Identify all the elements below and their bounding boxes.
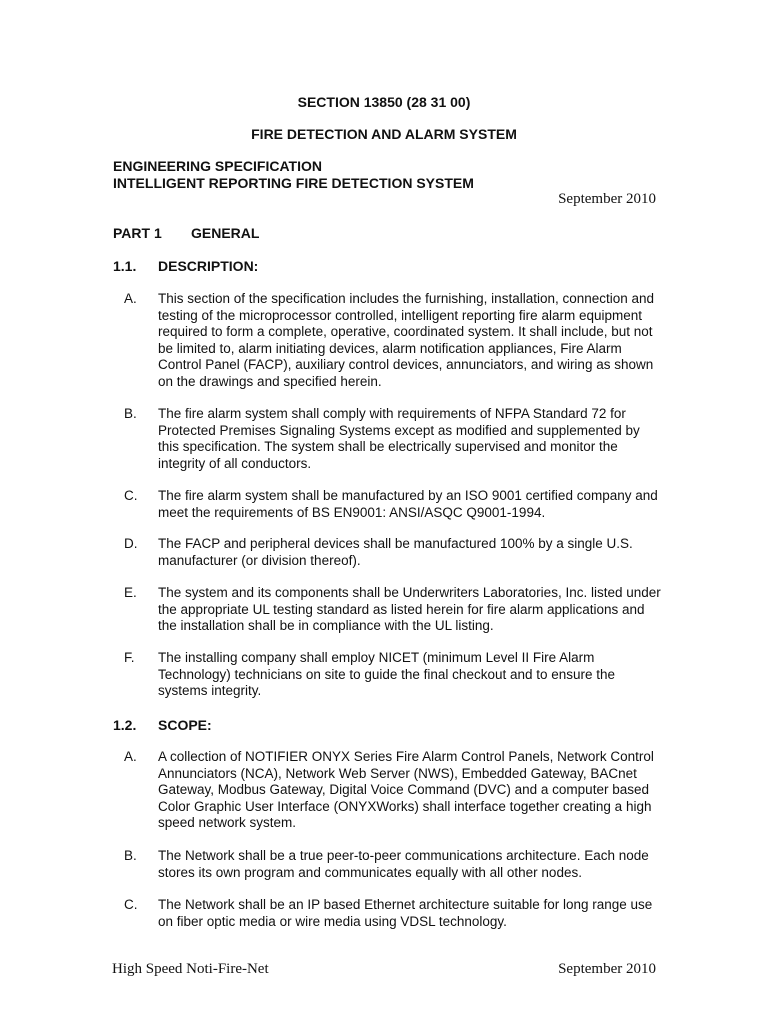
item-letter: C. <box>124 897 138 912</box>
spec-line-2: INTELLIGENT REPORTING FIRE DETECTION SYSTEM <box>113 175 474 191</box>
footer-left-text: High Speed Noti-Fire-Net <box>112 961 269 977</box>
list-item <box>124 650 664 700</box>
description-heading <box>113 258 258 274</box>
list-item <box>124 749 664 832</box>
item-letter: F. <box>124 650 135 665</box>
footer-date: September 2010 <box>558 961 656 977</box>
description-number: 1.1. <box>113 258 137 274</box>
item-text: This section of the specification includes the furnishing, installation, connection and testing of the microprocessor controlled, intelligent reporting fire alarm equipment required to form a complete, operative, coordinated system. It shall include, but not be limited to, alarm initiating devices, alarm notification appliances, Fire Alarm Control Panel (FACP), auxiliary control devices, annunciators, and wiring as shown on the drawings and specified herein. <box>158 291 655 389</box>
spec-heading <box>113 158 474 192</box>
item-letter: A. <box>124 749 137 764</box>
item-letter: A. <box>124 291 137 306</box>
item-text: The FACP and peripheral devices shall be manufactured 100% by a single U.S. manufacturer (or division thereof). <box>158 536 633 568</box>
item-text: The fire alarm system shall be manufactured by an ISO 9001 certified company and meet the requirements of BS EN9001: ANSI/ASQC Q9001-1994. <box>158 488 658 520</box>
item-letter: B. <box>124 406 137 421</box>
section-number: SECTION 13850 (28 31 00) <box>297 94 471 110</box>
list-item <box>124 536 664 569</box>
scope-number: 1.2. <box>113 717 137 733</box>
item-text: The Network shall be an IP based Ethernet architecture suitable for long range use on fiber optic media or wire media using VDSL technology. <box>158 897 653 929</box>
spec-line-1: ENGINEERING SPECIFICATION <box>113 158 322 174</box>
item-text: A collection of NOTIFIER ONYX Series Fire Alarm Control Panels, Network Control Annunciators (NCA), Network Web Server (NWS), Embedded Gateway, BACnet Gateway, Modbus Gateway, Digital Voice Command (DVC) and a computer based Color Graphic User Interface (ONYXWorks) shall interface together creating a high speed network system. <box>158 749 654 831</box>
item-text: The installing company shall employ NICET (minimum Level II Fire Alarm Technology) technicians on site to guide the final checkout and to ensure the systems integrity. <box>158 650 616 699</box>
item-letter: B. <box>124 848 137 863</box>
scope-title: SCOPE: <box>158 717 212 733</box>
document-date: September 2010 <box>558 191 656 207</box>
list-item <box>124 585 664 635</box>
list-item <box>124 488 664 521</box>
item-letter: E. <box>124 585 137 600</box>
part-heading <box>113 225 259 241</box>
item-text: The system and its components shall be Underwriters Laboratories, Inc. listed under the appropriate UL testing standard as listed herein for fire alarm applications and the installation shall be in compliance with the UL listing. <box>158 585 661 634</box>
scope-heading <box>113 717 212 733</box>
item-letter: D. <box>124 536 138 551</box>
part-title: GENERAL <box>191 225 260 241</box>
item-letter: C. <box>124 488 138 503</box>
item-text: The Network shall be a true peer-to-peer communications architecture. Each node stores its own program and communicates equally with all other nodes. <box>158 848 649 880</box>
list-item <box>124 406 664 472</box>
list-item <box>124 291 664 391</box>
description-title: DESCRIPTION: <box>158 258 259 274</box>
list-item <box>124 897 664 930</box>
section-title: FIRE DETECTION AND ALARM SYSTEM <box>251 126 517 142</box>
list-item <box>124 848 664 881</box>
item-text: The fire alarm system shall comply with requirements of NFPA Standard 72 for Protected Premises Signaling Systems except as modified and supplemented by this specification. The system shall be electrically supervised and monitor the integrity of all conductors. <box>158 406 640 471</box>
part-number: PART 1 <box>113 225 162 241</box>
